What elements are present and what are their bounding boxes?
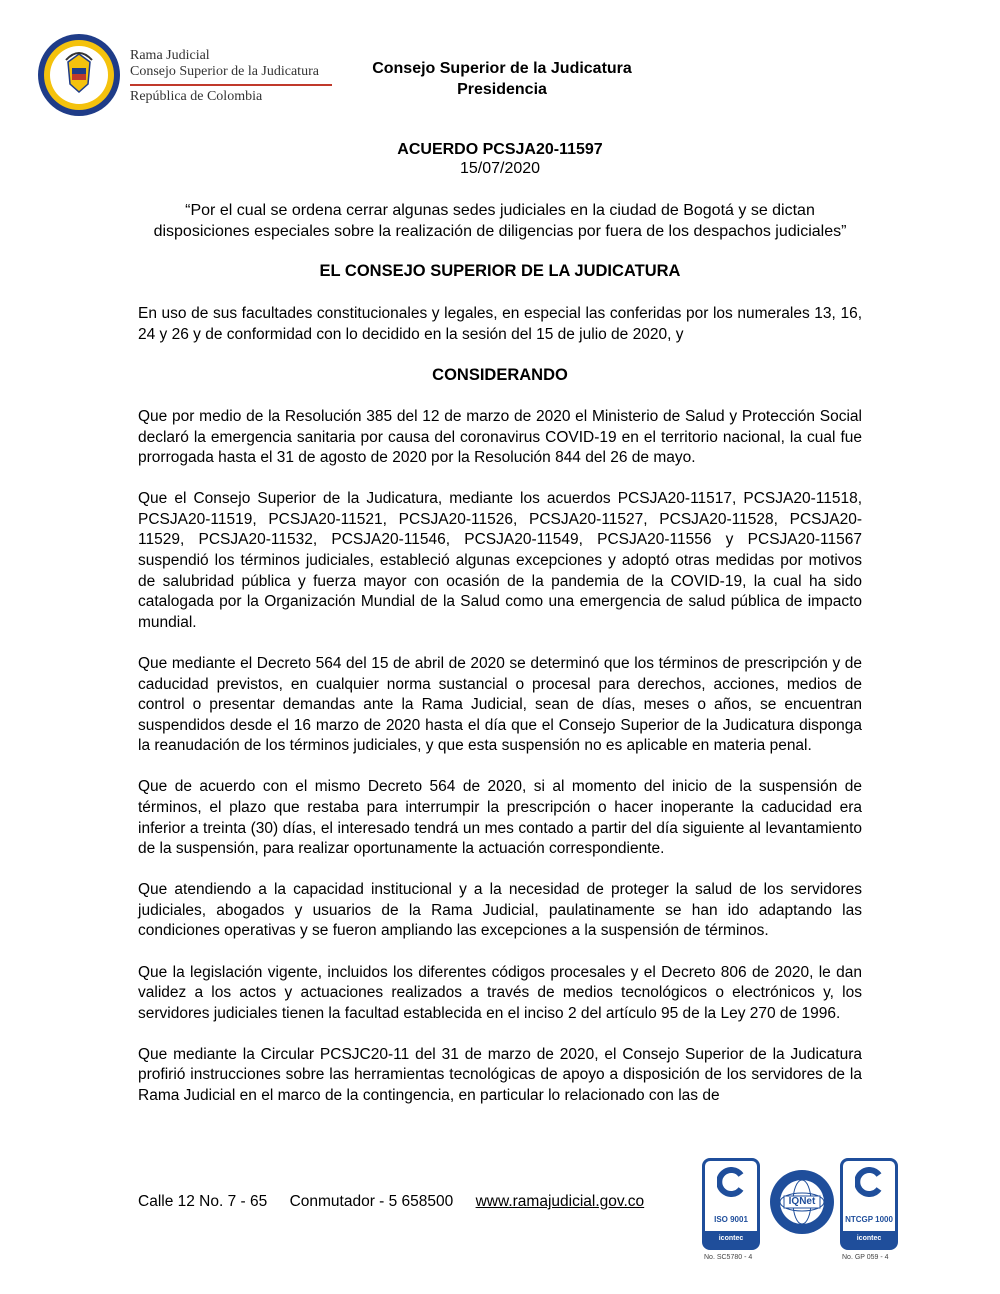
institution-heading bbox=[362, 58, 642, 100]
document-title bbox=[140, 140, 860, 178]
paragraph: Que de acuerdo con el mismo Decreto 564 de 2020, si al momento del inicio de la suspensión de términos, el plazo que restaba para interrumpir la prescripción o hacer inoperante la caducidad era inferior a treinta (30) días, el interesado tendrá un mes contado a partir del día siguiente al levantamiento de la suspensión, para realizar oportunamente la actuación correspondiente. bbox=[138, 778, 862, 858]
footer-phone: Conmutador - 5 658500 bbox=[289, 1193, 454, 1210]
brand-line1: Rama Judicial bbox=[130, 48, 210, 63]
institution-office: Presidencia bbox=[457, 81, 547, 98]
acuerdo-number: ACUERDO PCSJA20-11597 bbox=[397, 141, 603, 158]
cert1-number: No. SC5780 - 4 bbox=[704, 1254, 753, 1261]
considerando-heading: CONSIDERANDO bbox=[432, 366, 568, 384]
intro-paragraph bbox=[138, 304, 862, 345]
paragraph: Que atendiendo a la capacidad institucional y a la necesidad de proteger la salud de los servidores judiciales, abogados y usuarios de la Rama Judicial, paulatinamente se han ido adaptando las condiciones operativas y se fueron ampliando las excepciones a la suspensión de términos. bbox=[138, 881, 862, 940]
iqnet-cert-badge bbox=[768, 1168, 836, 1236]
paragraph: Que la legislación vigente, incluidos los diferentes códigos procesales y el Decreto 806 de 2020, le dan validez a los actos y actuaciones realizados a través de medios tecnológicos o electrónicos y, los servidores judiciales tienen la facultad establecida en el inciso 2 del artículo 95 de la Ley 270 de 1996. bbox=[138, 963, 862, 1022]
paragraph: Que el Consejo Superior de la Judicatura, mediante los acuerdos PCSJA20-11517, PCSJA20-11518, PCSJA20-11519, PCSJA20-11521, PCSJA20-11526, PCSJA20-11527, PCSJA20-11528, PCSJA20-11529, PCSJA20-11532, PCSJA20-11546, PCSJA20-11549, PCSJA20-11556 y PCSJA20-11567 suspendió los términos judiciales, estableció algunas excepciones y adoptó otras medidas por motivos de salubridad pública y fuerza mayor con ocasión de la pandemia de la COVID-19, la cual ha sido catalogada por la Organización Mundial de la Salud como una emergencia de salud pública de impacto mundial. bbox=[138, 490, 862, 631]
council-heading: EL CONSEJO SUPERIOR DE LA JUDICATURA bbox=[319, 262, 681, 280]
letterhead bbox=[32, 28, 972, 128]
brand-line3: República de Colombia bbox=[130, 89, 263, 104]
cert3-label: NTCGP 1000 bbox=[845, 1215, 893, 1224]
icontec-c-icon bbox=[717, 1167, 747, 1197]
footer-contact bbox=[138, 1193, 662, 1211]
cert2-label: IQNet bbox=[788, 1196, 816, 1207]
icontec-c-icon bbox=[855, 1167, 885, 1197]
paragraph: Que mediante la Circular PCSJC20-11 del 31 de marzo de 2020, el Consejo Superior de la Judicatura profirió instrucciones sobre las herramientas tecnológicas de apoyo a disposición de los servidores de la Rama Judicial en el marco de la contingencia, en particular lo relacionado con las de bbox=[138, 1045, 862, 1105]
acuerdo-subject: “Por el cual se ordena cerrar algunas sedes judiciales en la ciudad de Bogotá y se dictan disposiciones especiales sobre la realización de diligencias por fuera de los despachos judiciales” bbox=[153, 202, 847, 240]
acuerdo-date: 15/07/2020 bbox=[459, 160, 541, 177]
considerando-body bbox=[138, 407, 862, 1127]
cert3-number: No. GP 059 - 4 bbox=[842, 1254, 889, 1261]
paragraph: Que mediante el Decreto 564 del 15 de abril de 2020 se determinó que los términos de prescripción y de caducidad previstos, en cualquier norma sustancial o procesal para derechos, acciones, medios de control o presentar demandas ante la Rama Judicial, sean de días, meses o años, se encuentran suspendidos desde el 16 marzo de 2020 hasta el día que el Consejo Superior de la Judicatura disponga la reanudación de los términos judiciales, y que esta suspensión no es aplicable en materia penal. bbox=[138, 654, 862, 755]
iso9001-cert-badge bbox=[702, 1158, 760, 1250]
paragraph: Que por medio de la Resolución 385 del 12 de marzo de 2020 el Ministerio de Salud y Protección Social declaró la emergencia sanitaria por causa del coronavirus COVID-19 en el territorio nacional, la cual fue prorrogada hasta el 31 de agosto de 2020 por la Resolución 844 del 26 de mayo. bbox=[138, 408, 862, 467]
cert1-brand: icontec bbox=[705, 1231, 757, 1247]
footer-address: Calle 12 No. 7 - 65 bbox=[138, 1193, 268, 1210]
colombia-coat-of-arms-icon bbox=[36, 32, 122, 118]
institution-name: Consejo Superior de la Judicatura bbox=[372, 60, 632, 77]
footer-website-link[interactable]: www.ramajudicial.gov.co bbox=[475, 1193, 645, 1210]
brand-lockup bbox=[130, 48, 332, 105]
brand-line2: Consejo Superior de la Judicatura bbox=[130, 64, 319, 79]
cert3-brand: icontec bbox=[843, 1231, 895, 1247]
ntcgp1000-cert-badge bbox=[840, 1158, 898, 1250]
certification-logos bbox=[700, 1158, 900, 1273]
brand-divider bbox=[130, 84, 332, 86]
cert1-label: ISO 9001 bbox=[714, 1215, 748, 1224]
intro-text: En uso de sus facultades constitucionales y legales, en especial las conferidas por los numerales 13, 16, 24 y 26 y de conformidad con lo decidido en la sesión del 15 de julio de 2020, y bbox=[138, 305, 862, 343]
